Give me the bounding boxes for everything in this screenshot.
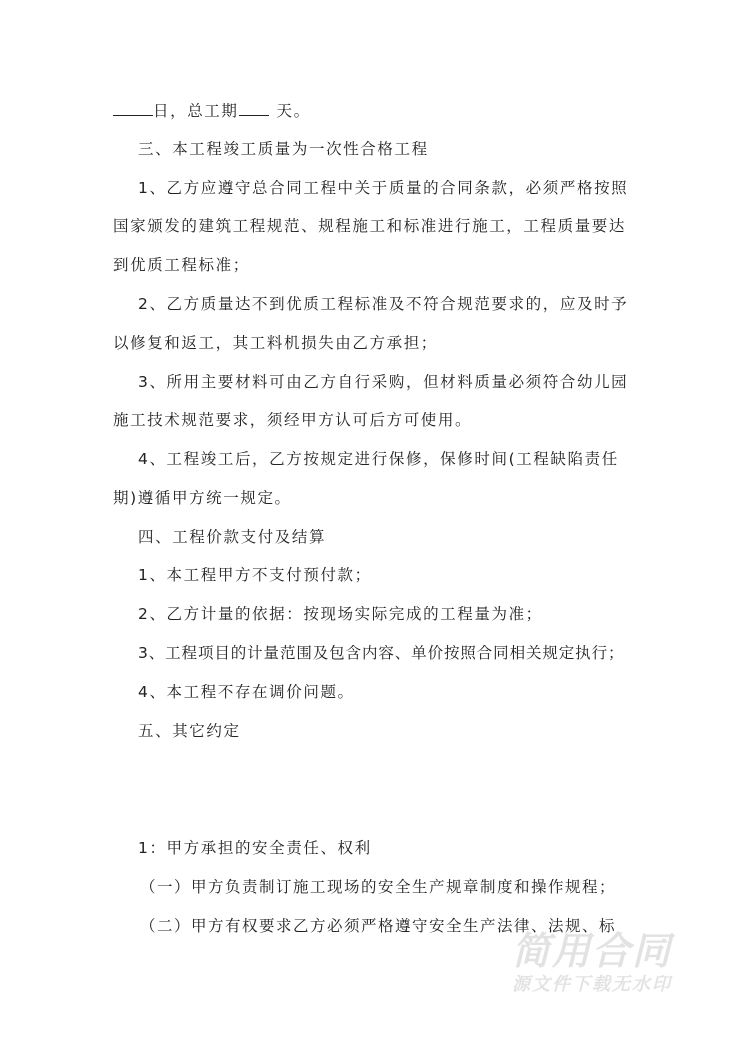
section-heading-3: 三、本工程竣工质量为一次性合格工程 <box>138 140 429 158</box>
paragraph-line: 以修复和返工，其工料机损失由乙方承担； <box>113 334 438 352</box>
blank-field <box>113 101 153 116</box>
section-heading-5: 五、其它约定 <box>138 722 241 740</box>
paragraph-line: 到优质工程标准； <box>113 256 250 274</box>
paragraph-line: 期)遵循甲方统一规定。 <box>113 489 292 507</box>
paragraph-line: 4、工程竣工后，乙方按规定进行保修，保修时间(工程缺陷责任 <box>138 450 619 468</box>
paragraph-line: （一）甲方负责制订施工现场的安全生产规章制度和操作规程； <box>140 878 617 896</box>
text: 日，总工期 <box>153 102 239 120</box>
paragraph-line: 国家颁发的建筑工程规范、规程施工和标准进行施工，工程质量要达 <box>113 217 627 235</box>
paragraph-line: 3、所用主要材料可由乙方自行采购，但材料质量必须符合幼儿园 <box>138 373 629 391</box>
watermark-subtitle: 源文件下载无水印 <box>512 974 672 995</box>
text: 天。 <box>276 102 311 120</box>
blank-field <box>239 101 269 116</box>
paragraph-line: （二）甲方有权要求乙方必须严格遵守安全生产法律、法规、标 <box>140 917 617 935</box>
schedule-line <box>113 101 311 121</box>
section-heading-4: 四、工程价款支付及结算 <box>138 528 327 546</box>
paragraph-line: 4、本工程不存在调价问题。 <box>138 683 355 701</box>
paragraph-line: 1、乙方应遵守总合同工程中关于质量的合同条款，必须严格按照 <box>138 179 629 197</box>
paragraph-line: 1、本工程甲方不支付预付款； <box>138 566 372 584</box>
paragraph-line: 3、工程项目的计量范围及包含内容、单价按照合同相关规定执行； <box>138 644 625 662</box>
paragraph-line: 施工技术规范要求，须经甲方认可后方可使用。 <box>113 411 473 429</box>
paragraph-line: 2、乙方计量的依据：按现场实际完成的工程量为准； <box>138 605 543 623</box>
watermark-logo: 简用合同 <box>512 929 673 973</box>
paragraph-line: 1：甲方承担的安全责任、权利 <box>138 839 372 857</box>
paragraph-line: 2、乙方质量达不到优质工程标准及不符合规范要求的，应及时予 <box>138 295 629 313</box>
